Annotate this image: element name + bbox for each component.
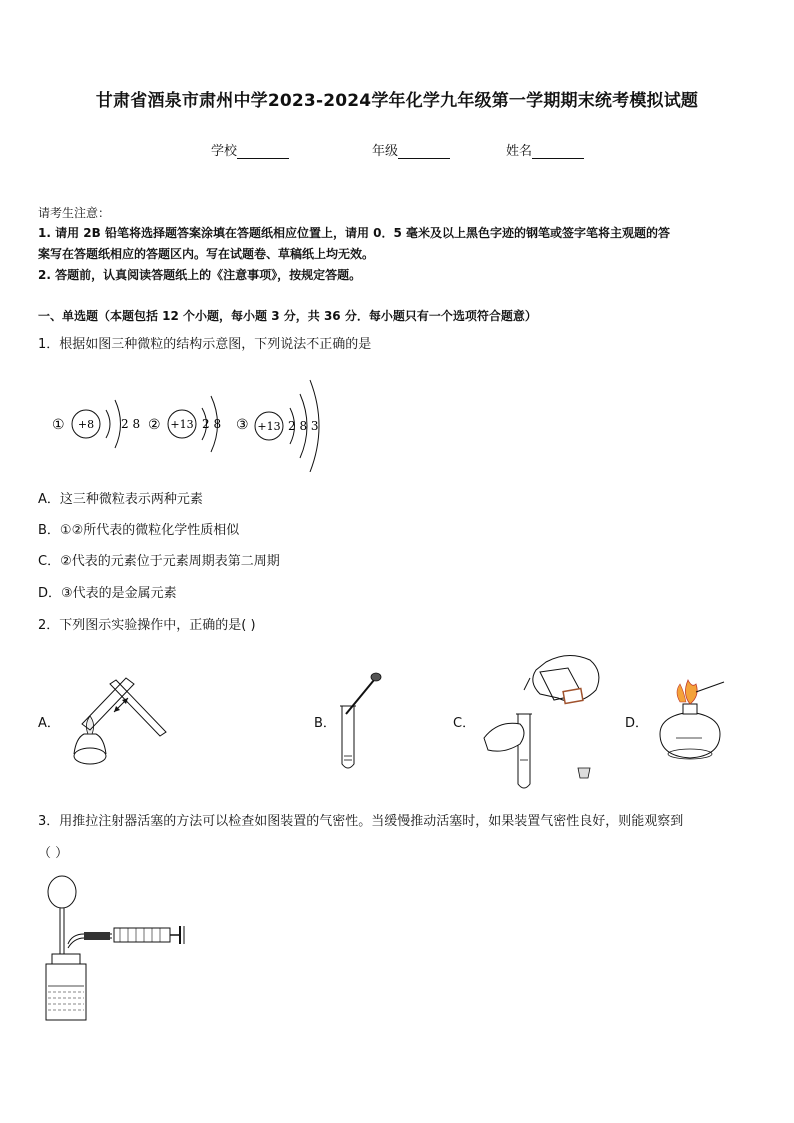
particle1-nucleus-charge: +8 [77, 418, 95, 431]
notice-heading: 请考生注意： [38, 206, 111, 220]
q1-option-d: D．③代表的是金属元素 [38, 586, 177, 601]
particle2-label: ② [148, 417, 161, 433]
grade-blank [398, 144, 450, 159]
q1-option-c: C．②代表的元素位于元素周期表第二周期 [38, 554, 280, 569]
particle1-label: ① [52, 417, 65, 433]
q2-option-b-label: B． [314, 716, 336, 731]
notice-line-1b: 案写在答题纸相应的答题区内。写在试题卷、草稿纸上均无效。 [38, 247, 375, 261]
q1-stem: 1．根据如图三种微粒的结构示意图，下列说法不正确的是 [38, 337, 372, 352]
particle3-electrons: 2 8 3 [288, 419, 319, 433]
q1-option-a: A．这三种微粒表示两种元素 [38, 492, 203, 507]
q2-option-c-label: C． [453, 716, 476, 731]
grade-label: 年级 [372, 144, 399, 159]
syringe-apparatus-illustration [40, 872, 200, 1024]
name-blank [532, 144, 584, 159]
q1-option-b: B．①②所代表的微粒化学性质相似 [38, 523, 240, 538]
grade-field [372, 140, 450, 159]
notice-line-2: 2. 答题前，认真阅读答题纸上的《注意事项》，按规定答题。 [38, 268, 362, 282]
atom-structure-diagram [44, 372, 344, 472]
particle1-shell-2 [115, 400, 121, 448]
q2-option-d-label: D． [625, 716, 649, 731]
exam-title: 甘肃省酒泉市肃州中学2023-2024学年化学九年级第一学期期末统考模拟试题 [95, 91, 699, 111]
name-label: 姓名 [506, 144, 533, 159]
q3-stem: 3．用推拉注射器活塞的方法可以检查如图装置的气密性。当缓慢推动活塞时，如果装置气密性良好，则能观察到 [38, 814, 684, 829]
particle2-nucleus-charge: +13 [170, 418, 194, 431]
school-label: 学校 [211, 144, 238, 159]
dropper-test-tube-illustration [330, 668, 390, 774]
pouring-liquid-illustration [478, 642, 608, 792]
heating-test-tube-illustration [62, 668, 172, 772]
particle3-nucleus-charge: +13 [257, 420, 281, 433]
particle3-label: ③ [236, 417, 249, 433]
particle2-electrons: 2 8 [202, 417, 222, 431]
particle1-electrons: 2 8 [121, 417, 141, 431]
notice-line-1a: 1. 请用 2B 铅笔将选择题答案涂填在答题纸相应位置上，请用 0．5 毫米及以上黑色字迹的钢笔或签字笔将主观题的答 [38, 226, 670, 240]
particle1-shell-1 [106, 410, 110, 438]
alcohol-lamp-illustration [652, 676, 732, 766]
q2-option-a-label: A． [38, 716, 60, 731]
section-heading: 一、单选题（本题包括 12 个小题，每小题 3 分，共 36 分．每小题只有一个选项符合题意） [38, 309, 537, 323]
q3-answer-paren: （ ） [38, 846, 69, 861]
name-field [506, 140, 584, 159]
school-field [211, 140, 289, 159]
school-blank [237, 144, 289, 159]
q2-stem: 2．下列图示实验操作中，正确的是( ) [38, 618, 256, 633]
